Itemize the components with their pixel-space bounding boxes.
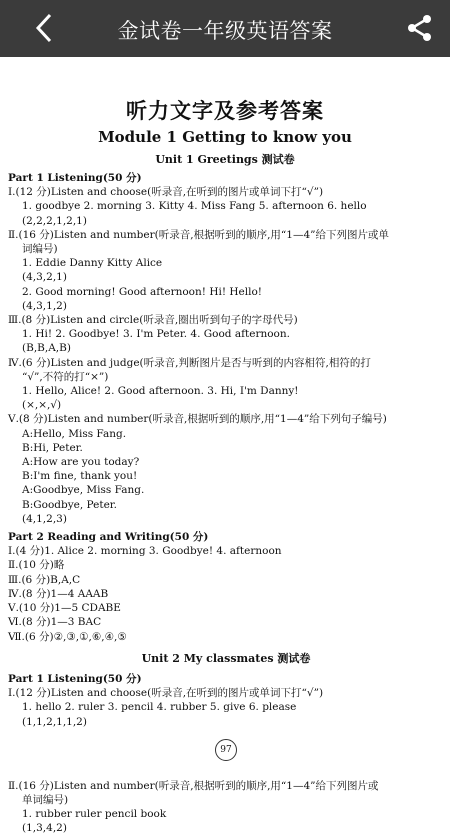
answer-line: (4,1,2,3) xyxy=(22,512,67,525)
answer-line: Ⅲ.(6 分)B,A,C xyxy=(8,573,81,586)
dialogue-line: B:Hi, Peter. xyxy=(22,441,83,454)
unit-heading: Unit 2 My classmates 测试卷 xyxy=(141,651,311,665)
answer-line: Ⅴ.(10 分)1—5 CDABE xyxy=(8,602,121,615)
page-number-text: 97 xyxy=(215,739,237,761)
answer-line: Ⅰ.(4 分)1. Alice 2. morning 3. Goodbye! 4. afternoon xyxy=(8,545,282,558)
section-heading: Ⅴ.(8 分)Listen and number(听录音,根据听到的顺序,用“1—4”给下列句子编号) xyxy=(8,413,387,426)
page-title: 金试卷一年级英语答案 xyxy=(117,19,333,43)
share-button[interactable] xyxy=(406,14,434,42)
answer-line: 2. Good morning! Good afternoon! Hi! Hello! xyxy=(22,285,263,298)
dialogue-line: A:Hello, Miss Fang. xyxy=(22,427,127,440)
answer-line: (4,3,1,2) xyxy=(22,299,67,312)
answer-line: Ⅳ.(8 分)1—4 AAAB xyxy=(8,587,109,600)
part-heading: Part 2 Reading and Writing(50 分) xyxy=(8,531,209,544)
section-heading-cont: 词编号) xyxy=(22,243,58,256)
section-heading-cont: “√”,不符的打“×”) xyxy=(22,370,109,383)
dialogue-line: A:Goodbye, Miss Fang. xyxy=(22,484,145,497)
module-heading: Module 1 Getting to know you xyxy=(98,128,352,146)
answer-line: 1. Eddie Danny Kitty Alice xyxy=(22,257,163,270)
section-heading-cont: 单词编号) xyxy=(22,793,69,806)
answer-line: Ⅵ.(8 分)1—3 BAC xyxy=(8,616,102,629)
answer-line: (1,3,4,2) xyxy=(22,822,67,835)
answer-line: (1,1,2,1,1,2) xyxy=(22,715,87,728)
part-heading: Part 1 Listening(50 分) xyxy=(8,672,142,685)
dialogue-line: B:Goodbye, Peter. xyxy=(22,498,117,511)
dialogue-line: B:I'm fine, thank you! xyxy=(22,470,138,483)
answer-line: (B,B,A,B) xyxy=(22,342,71,355)
document-title: 听力文字及参考答案 xyxy=(126,99,324,123)
section-heading: Ⅱ.(16 分)Listen and number(听录音,根据听到的顺序,用“1—4”给下列图片或 xyxy=(8,779,379,792)
answer-line: Ⅱ.(10 分)略 xyxy=(8,559,65,572)
share-icon xyxy=(406,14,434,42)
top-bar xyxy=(0,0,450,57)
answer-line: (2,2,2,1,2,1) xyxy=(22,214,87,227)
section-heading: Ⅱ.(16 分)Listen and number(听录音,根据听到的顺序,用“1—4”给下列图片或单 xyxy=(8,228,390,241)
answer-line: 1. Hello, Alice! 2. Good afternoon. 3. Hi, I'm Danny! xyxy=(22,385,299,398)
answer-content xyxy=(8,167,444,836)
answer-line: Ⅶ.(6 分)②,③,①,⑥,④,⑤ xyxy=(8,630,127,643)
answer-line: 1. goodbye 2. morning 3. Kitty 4. Miss Fang 5. afternoon 6. hello xyxy=(22,200,367,213)
section-heading: Ⅰ.(12 分)Listen and choose(听录音,在听到的图片或单词下打“√”) xyxy=(8,186,324,199)
answer-line: 1. Hi! 2. Goodbye! 3. I'm Peter. 4. Good afternoon. xyxy=(22,328,290,341)
part-heading: Part 1 Listening(50 分) xyxy=(8,172,142,184)
section-heading: Ⅰ.(12 分)Listen and choose(听录音,在听到的图片或单词下打“√”) xyxy=(8,687,324,700)
answer-line: (×,×,√) xyxy=(22,399,62,412)
answer-line: 1. hello 2. ruler 3. pencil 4. rubber 5. give 6. please xyxy=(22,701,297,714)
answer-line: (4,3,2,1) xyxy=(22,271,67,284)
document-page[interactable] xyxy=(0,57,450,835)
answer-line: 1. rubber ruler pencil book xyxy=(22,808,167,821)
section-heading: Ⅲ.(8 分)Listen and circle(听录音,圈出听到句子的字母代号) xyxy=(8,314,298,327)
section-heading: Ⅳ.(6 分)Listen and judge(听录音,判断图片是否与听到的内容相符,相符的打 xyxy=(8,356,371,369)
dialogue-line: A:How are you today? xyxy=(22,456,140,469)
unit-heading: Unit 1 Greetings 测试卷 xyxy=(155,153,295,166)
page-number xyxy=(8,739,444,761)
